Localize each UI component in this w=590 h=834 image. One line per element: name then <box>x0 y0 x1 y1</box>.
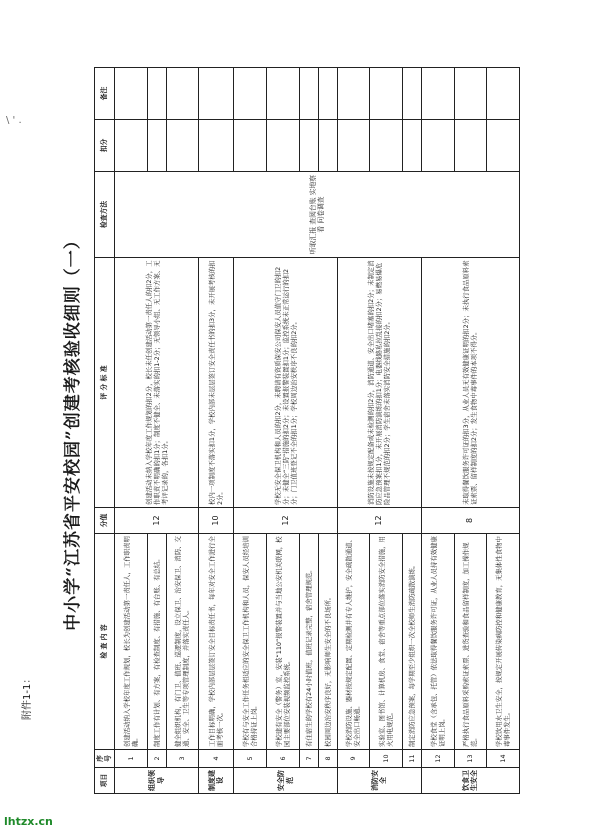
standard-cell: 创建活动未纳入学校年度工作规划的扣2分，校长未任创建活动第一责任人的扣2分，工作职责不明确的扣1分；制度不健全、未落实的扣1-2分；无领导小组、无工作方案、无考评记录的，各扣1分。 <box>114 258 198 508</box>
number-cell: 10 <box>370 750 403 768</box>
points-cell <box>166 120 199 172</box>
remark-cell <box>337 68 370 120</box>
standard-cell: 学校无安全保卫机构和人员的扣2分，未聘请有资质保安公司保安人员值守门卫的扣2分；未健全“三防”措施的扣2分；未设置报警装置扣1分；监控系统未正常运行的扣2分；门卫值班登记不全的扣1分；学校周边治安秩序不良的扣2分。 <box>234 258 337 508</box>
points-cell <box>234 120 267 172</box>
table-header-row <box>95 68 115 794</box>
watermark: lhtzx.cn <box>4 815 53 828</box>
remark-cell <box>147 68 166 120</box>
page-mark: \ ' . <box>6 115 22 126</box>
number-cell: 11 <box>402 750 421 768</box>
category-cell: 消防安全 <box>337 768 421 794</box>
points-cell <box>421 120 454 172</box>
header-score: 分值 <box>95 508 115 534</box>
points-cell <box>267 120 300 172</box>
remark-cell <box>199 68 234 120</box>
content-cell: 工作目标明确，学校内部层层签订安全目标责任书，每年对安全工作进行全面考核一次。 <box>199 534 234 750</box>
number-cell: 13 <box>454 750 487 768</box>
points-cell <box>402 120 421 172</box>
category-cell: 饮食卫生安全 <box>421 768 519 794</box>
remark-cell <box>318 68 337 120</box>
score-cell: 12 <box>337 508 421 534</box>
points-cell <box>114 120 147 172</box>
remark-cell <box>299 68 318 120</box>
content-cell: 学校饮用水卫生安全，按规定开展传染病防控和健康教育，无集体性食物中毒事件发生。 <box>487 534 520 750</box>
content-cell: 有住宿生的学校有24小时值班，值班记录完整，宿舍管理规范。 <box>299 534 318 750</box>
score-cell: 12 <box>234 508 337 534</box>
remark-cell <box>166 68 199 120</box>
content-cell: 制定消防应急预案，每学期至少组织一次全校师生消防疏散演练。 <box>402 534 421 750</box>
standard-cell: 校内一项制度不落实扣1分，学校内部未层层签订安全责任书的扣3分，未开展考核的扣2分。 <box>199 258 234 508</box>
score-cell: 10 <box>199 508 234 534</box>
remark-cell <box>402 68 421 120</box>
standard-cell: 未取得餐饮服务许可证的扣3分，从业人员无有效健康证明的扣2分；未执行食品原料索证索票、留样制度的扣2分；发生食物中毒事件的本项不得分。 <box>421 258 519 508</box>
content-cell: 创建活动纳入学校年度工作规划，校长为创建活动第一责任人，工作职责明确。 <box>114 534 147 750</box>
points-cell <box>199 120 234 172</box>
number-cell: 8 <box>318 750 337 768</box>
category-cell: 制度建设 <box>199 768 234 794</box>
header-number: 序号 <box>95 750 115 768</box>
content-cell: 校园周边治安秩序良好，无影响师生安全的不良场所。 <box>318 534 337 750</box>
table-row <box>114 68 147 794</box>
score-cell: 8 <box>421 508 519 534</box>
points-cell <box>370 120 403 172</box>
header-category: 项目 <box>95 768 115 794</box>
content-cell: 学校建有安全（警务）室，安装“110”报警装置并与当地公安机关联网，校园主要部位安装视频监控系统。 <box>267 534 300 750</box>
rotated-document <box>63 68 520 794</box>
header-points: 扣分 <box>95 120 115 172</box>
points-cell <box>454 120 487 172</box>
remark-cell <box>234 68 267 120</box>
points-cell <box>147 120 166 172</box>
remark-cell <box>421 68 454 120</box>
number-cell: 14 <box>487 750 520 768</box>
remark-cell <box>267 68 300 120</box>
content-cell: 学校有与安全工作任务相适应的安全保卫工作机构和人员，保安人员经培训合格持证上岗。 <box>234 534 267 750</box>
content-cell: 实验室、图书馆、计算机房、食堂、宿舍等重点部位落实消防安全措施，用火用电规范。 <box>370 534 403 750</box>
remark-cell <box>114 68 147 120</box>
content-cell: 严格执行食品原料采购索证索票、进货查验和食品留样制度，加工操作规范。 <box>454 534 487 750</box>
content-cell: 学校消防设施、器材按规定配置、定期检测并有专人维护，安全疏散通道、安全出口畅通。 <box>337 534 370 750</box>
number-cell: 4 <box>199 750 234 768</box>
standard-cell: 消防设施未按规定配备或未检测的扣2分，消防通道、安全出口堵塞的扣2分；未制定消防应急预案扣1分，未开展消防演练的扣1分；电器线路私拉乱接的扣2分；易燃易爆危险品管理不规范的扣2分；学生宿舍未落实消防安全措施的扣2分。 <box>337 258 421 508</box>
content-cell: 制度工作有计划、有方案，有检查制度、有措施、有台账、有总结。 <box>147 534 166 750</box>
method-cell: 听取汇报 查阅台账 实地察看 问卷调查 <box>114 172 519 258</box>
remark-cell <box>487 68 520 120</box>
score-cell: 12 <box>114 508 198 534</box>
page-title: 中小学“江苏省平安校园”创建考核验收细则（一） <box>63 231 83 631</box>
number-cell: 9 <box>337 750 370 768</box>
points-cell <box>318 120 337 172</box>
document-frame <box>63 68 520 794</box>
number-cell: 1 <box>114 750 147 768</box>
number-cell: 7 <box>299 750 318 768</box>
remark-cell <box>370 68 403 120</box>
annex-label: 附件1-1： <box>22 673 33 720</box>
header-standard: 评 分 标 准 <box>95 258 115 508</box>
header-remark: 备注 <box>95 68 115 120</box>
assessment-table <box>94 67 520 794</box>
number-cell: 2 <box>147 750 166 768</box>
header-method: 检查方法 <box>95 172 115 258</box>
number-cell: 12 <box>421 750 454 768</box>
number-cell: 6 <box>267 750 300 768</box>
points-cell <box>337 120 370 172</box>
points-cell <box>299 120 318 172</box>
header-content: 检 查 内 容 <box>95 534 115 750</box>
content-cell: 健全组织机构，有门卫、值班、巡逻制度，设立保卫、治安保卫、消防、交通、安全、卫生等专项管理制度，并落实责任人。 <box>166 534 199 750</box>
category-cell: 安全防范 <box>234 768 337 794</box>
number-cell: 5 <box>234 750 267 768</box>
category-cell: 组织领导 <box>114 768 198 794</box>
points-cell <box>487 120 520 172</box>
content-cell: 学校食堂（含承包、托管）依法取得餐饮服务许可证，从业人员持有效健康证明上岗。 <box>421 534 454 750</box>
remark-cell <box>454 68 487 120</box>
number-cell: 3 <box>166 750 199 768</box>
